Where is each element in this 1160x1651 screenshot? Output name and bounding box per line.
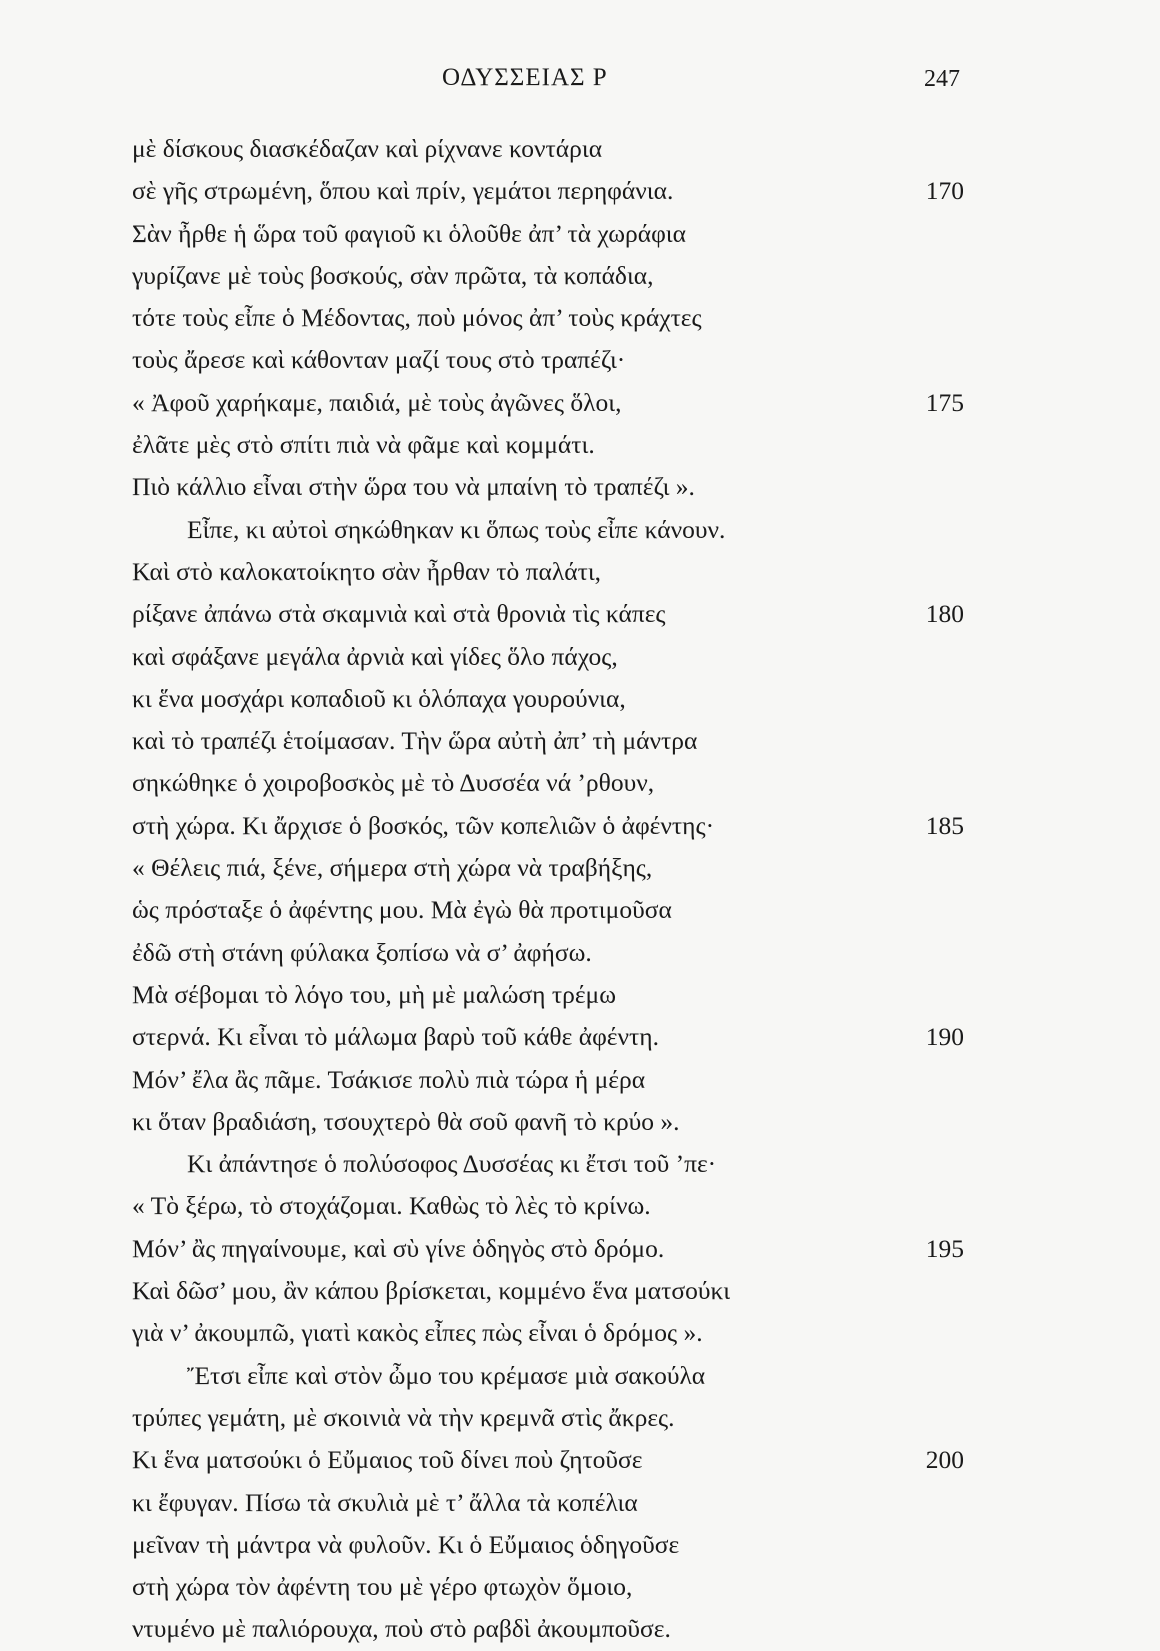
verse-line-text: στερνά. Κι εἶναι τὸ μάλωμα βαρὺ τοῦ κάθε ἀφέντη.: [132, 1022, 659, 1052]
page-number: 247: [924, 66, 960, 92]
verse-line-text: ντυμένο μὲ παλιόρουχα, ποὺ στὸ ραβδὶ ἀκουμποῦσε.: [132, 1614, 671, 1644]
verse-line-text: κι ἕνα μοσχάρι κοπαδιοῦ κι ὁλόπαχα γουρούνια,: [132, 683, 626, 713]
verse-line: [0, 424, 1160, 466]
verse-line-text: « Ἀφοῦ χαρήκαμε, παιδιά, μὲ τοὺς ἀγῶνες ὅλοι,: [132, 387, 622, 417]
verse-line: [0, 170, 1160, 212]
verse-line: [0, 255, 1160, 297]
verse-line: [0, 593, 1160, 635]
verse-line: [0, 1016, 1160, 1058]
verse-line: [0, 1397, 1160, 1439]
line-number: 185: [925, 810, 964, 840]
verse-line-text: στὴ χώρα. Κι ἄρχισε ὁ βοσκός, τῶν κοπελιῶν ὁ ἀφέντης·: [132, 810, 715, 840]
verse-line-text: Ἔτσι εἶπε καὶ στὸν ὦμο του κρέμασε μιὰ σακούλα: [187, 1360, 706, 1390]
verse-line-text: Κι ἕνα ματσούκι ὁ Εὔμαιος τοῦ δίνει ποὺ ζητοῦσε: [132, 1445, 643, 1475]
verse-line-text: Καὶ δῶσ’ μου, ἂν κάπου βρίσκεται, κομμένο ἕνα ματσούκι: [132, 1276, 731, 1306]
verse-line: [0, 509, 1160, 551]
verse-line: [0, 1101, 1160, 1143]
verse-line: [0, 1608, 1160, 1650]
verse-line-text: μὲ δίσκους διασκέδαζαν καὶ ρίχνανε κοντάρια: [132, 134, 603, 163]
verse-line: [0, 636, 1160, 678]
verse-line: [0, 1439, 1160, 1481]
verse-line-text: τρύπες γεμάτη, μὲ σκοινιὰ νὰ τὴν κρεμνᾶ στὶς ἄκρες.: [132, 1402, 675, 1432]
verse-line-text: σηκώθηκε ὁ χοιροβοσκὸς μὲ τὸ Δυσσέα νά ’ρθουν,: [132, 768, 655, 798]
verse-line: [0, 551, 1160, 593]
verse-line: [0, 213, 1160, 255]
verse-line: [0, 339, 1160, 381]
verse-line: [0, 720, 1160, 762]
verse-line-text: Μόν’ ἔλα ἂς πᾶμε. Τσάκισε πολὺ πιὰ τώρα ἡ μέρα: [132, 1064, 646, 1094]
verse-line: [0, 805, 1160, 847]
verse-line: [0, 297, 1160, 339]
verse-line-text: « Θέλεις πιά, ξένε, σήμερα στὴ χώρα νὰ τραβήξης,: [132, 853, 653, 883]
verse-line-text: τότε τοὺς εἶπε ὁ Μέδοντας, ποὺ μόνος ἀπ’ τοὺς κράχτες: [132, 303, 702, 333]
verse-line: [0, 1312, 1160, 1354]
line-number: 180: [925, 599, 964, 629]
verse-line: [0, 847, 1160, 889]
verse-line-text: Πιὸ κάλλιο εἶναι στὴν ὥρα του νὰ μπαίνη τὸ τραπέζι ».: [132, 472, 695, 502]
line-number: 175: [925, 387, 964, 417]
verse-line-text: Μὰ σέβομαι τὸ λόγο του, μὴ μὲ μαλώση τρέμω: [132, 979, 617, 1009]
verse-line-text: καὶ σφάξανε μεγάλα ἀρνιὰ καὶ γίδες ὅλο πάχος,: [132, 641, 618, 671]
verse-line: [0, 128, 1160, 170]
verse-line: [0, 1524, 1160, 1566]
verse-line: [0, 762, 1160, 804]
verse-line-text: σὲ γῆς στρωμένη, ὅπου καὶ πρίν, γεμάτοι περηφάνια.: [132, 176, 674, 206]
page-header: [0, 58, 1160, 98]
verse-line-text: καὶ τὸ τραπέζι ἑτοίμασαν. Τὴν ὥρα αὐτὴ ἀπ’ τὴ μάντρα: [132, 726, 698, 756]
verse-line: [0, 932, 1160, 974]
verse-line-text: ἐλᾶτε μὲς στὸ σπίτι πιὰ νὰ φᾶμε καὶ κομμάτι.: [132, 430, 595, 460]
verse-line-text: τοὺς ἄρεσε καὶ κάθονταν μαζί τους στὸ τραπέζι·: [132, 345, 626, 375]
verse-line-text: « Τὸ ξέρω, τὸ στοχάζομαι. Καθὼς τὸ λὲς τὸ κρίνω.: [132, 1191, 651, 1221]
verse-line-text: ὡς πρόσταξε ὁ ἀφέντης μου. Μὰ ἐγὼ θὰ προτιμοῦσα: [132, 895, 672, 925]
verse-line-text: ἐδῶ στὴ στάνη φύλακα ξοπίσω νὰ σ’ ἀφήσω.: [132, 937, 592, 967]
verse-line: [0, 974, 1160, 1016]
verse-line: [0, 678, 1160, 720]
verse-line-text: Μόν’ ἂς πηγαίνουμε, καὶ σὺ γίνε ὁδηγὸς στὸ δρόμο.: [132, 1233, 665, 1263]
verse-line-text: Καὶ στὸ καλοκατοίκητο σὰν ἦρθαν τὸ παλάτι,: [132, 556, 602, 586]
verse-line: [0, 382, 1160, 424]
verse-line: [0, 1355, 1160, 1397]
line-number: 170: [925, 176, 964, 206]
verse-line-text: γυρίζανε μὲ τοὺς βοσκούς, σὰν πρῶτα, τὰ κοπάδια,: [132, 260, 654, 290]
verse-line-text: κι ἔφυγαν. Πίσω τὰ σκυλιὰ μὲ τ’ ἄλλα τὰ κοπέλια: [132, 1487, 638, 1517]
verse-line: [0, 1185, 1160, 1227]
verse-line-text: ρίξανε ἀπάνω στὰ σκαμνιὰ καὶ στὰ θρονιὰ τὶς κάπες: [132, 599, 666, 629]
verse-line: [0, 1059, 1160, 1101]
running-title: ΟΔΥΣΣΕΙΑΣ Ρ: [442, 64, 608, 91]
verse-line: [0, 1228, 1160, 1270]
verse-line-text: Κι ἀπάντησε ὁ πολύσοφος Δυσσέας κι ἔτσι τοῦ ’πε·: [187, 1149, 717, 1179]
line-number: 200: [925, 1445, 964, 1475]
verse-line-text: Εἶπε, κι αὐτοὶ σηκώθηκαν κι ὅπως τοὺς εἶπε κάνουν.: [187, 514, 726, 544]
verse-line-text: στὴ χώρα τὸν ἀφέντη του μὲ γέρο φτωχὸν ὅμοιο,: [132, 1572, 633, 1602]
verse-line: [0, 466, 1160, 508]
line-number: 195: [925, 1233, 964, 1263]
verse-line: [0, 889, 1160, 931]
line-number: 190: [925, 1022, 964, 1052]
verse-line-text: μεῖναν τὴ μάντρα νὰ φυλοῦν. Κι ὁ Εὔμαιος ὁδηγοῦσε: [132, 1529, 680, 1559]
verse-block: [0, 128, 1160, 1651]
verse-line-text: γιὰ ν’ ἀκουμπῶ, γιατὶ κακὸς εἶπες πὼς εἶναι ὁ δρόμος ».: [132, 1318, 703, 1348]
verse-line-text: κι ὅταν βραδιάση, τσουχτερὸ θὰ σοῦ φανῆ τὸ κρύο ».: [132, 1106, 680, 1136]
verse-line: [0, 1270, 1160, 1312]
verse-line: [0, 1566, 1160, 1608]
verse-line: [0, 1482, 1160, 1524]
verse-line-text: Σὰν ἦρθε ἡ ὥρα τοῦ φαγιοῦ κι ὁλοῦθε ἀπ’ τὰ χωράφια: [132, 218, 687, 248]
verse-line: [0, 1143, 1160, 1185]
